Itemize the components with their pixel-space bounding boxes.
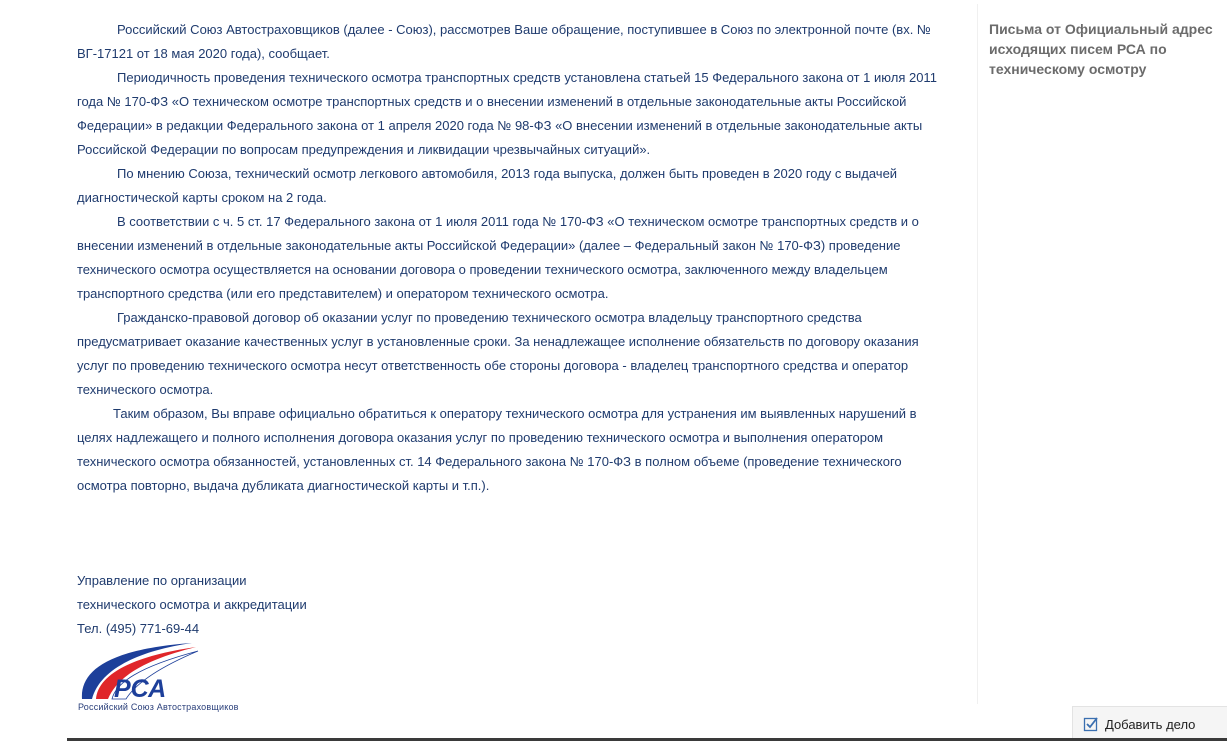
checkbox-check-icon <box>1083 716 1099 732</box>
rsa-logo-caption: Российский Союз Автостраховщиков <box>78 702 239 712</box>
rsa-logo-text: РСА <box>114 675 167 703</box>
signature-block <box>77 569 307 641</box>
add-case-label: Добавить дело <box>1105 716 1196 732</box>
letter-paragraph: По мнению Союза, технический осмотр легкового автомобиля, 2013 года выпуска, должен быть проведен в 2020 году с выдачей диагностической карты сроком на 2 года. <box>77 166 898 205</box>
rsa-logo <box>78 641 268 717</box>
rsa-logo-graphic <box>78 641 208 703</box>
letter-paragraph: В соответствии с ч. 5 ст. 17 Федерального закона от 1 июля 2011 года № 170-ФЗ «О техническом осмотре транспортных средств и о внесении изменений в отдельные законодательные акты Российской Федерации» (далее – Федеральный закон № 170-ФЗ) проведение технического осмотра осуществляется на основании договора о проведении технического осмотра, заключенного между владельцем транспортного средства (или его представителем) и оператором технического осмотра. <box>77 214 919 301</box>
letter-paragraph: Гражданско-правовой договор об оказании услуг по проведению технического осмотра владельцу транспортного средства предусматривает оказание качественных услуг в установленные сроки. За ненадлежащее исполнение обязательств по договору оказания услуг по проведению технического осмотра несут ответственность обе стороны договора - владелец транспортного средства и оператор технического осмотра. <box>77 310 919 397</box>
signature-department-line2: технического осмотра и аккредитации <box>77 597 307 612</box>
letter-paragraph: Периодичность проведения технического осмотра транспортных средств установлена статьей 15 Федерального закона от 1 июля 2011 года № 170-ФЗ «О техническом осмотре транспортных средств и о внесении изменений в отдельные законодательные акты Российской Федерации» в редакции Федерального закона от 1 апреля 2020 года № 98-ФЗ «О внесении изменений в отдельные законодательные акты Российской Федерации по вопросам предупреждения и ликвидации чрезвычайных ситуаций». <box>77 70 937 157</box>
sidebar <box>977 4 1227 704</box>
signature-department: Управление по организации <box>77 573 247 588</box>
letter-body <box>77 18 945 498</box>
add-case-button[interactable] <box>1072 706 1227 741</box>
letter-paragraph: Таким образом, Вы вправе официально обратиться к оператору технического осмотра для устранения им выявленных нарушений в целях надлежащего и полного исполнения договора оказания услуг по проведению технического осмотра и выполнения оператором технического осмотра обязанностей, установленных ст. 14 Федерального закона № 170-ФЗ в полном объеме (проведение технического осмотра повторно, выдача дубликата диагностической карты и т.п.). <box>77 406 917 493</box>
letter-paragraph: Российский Союз Автостраховщиков (далее - Союз), рассмотрев Ваше обращение, поступившее в Союз по электронной почте (вх. № ВГ-17121 от 18 мая 2020 года), сообщает. <box>77 22 931 61</box>
sidebar-title[interactable]: Письма от Официальный адрес исходящих писем РСА по техническому осмотру <box>989 21 1213 77</box>
signature-phone: Тел. (495) 771-69-44 <box>77 621 200 636</box>
